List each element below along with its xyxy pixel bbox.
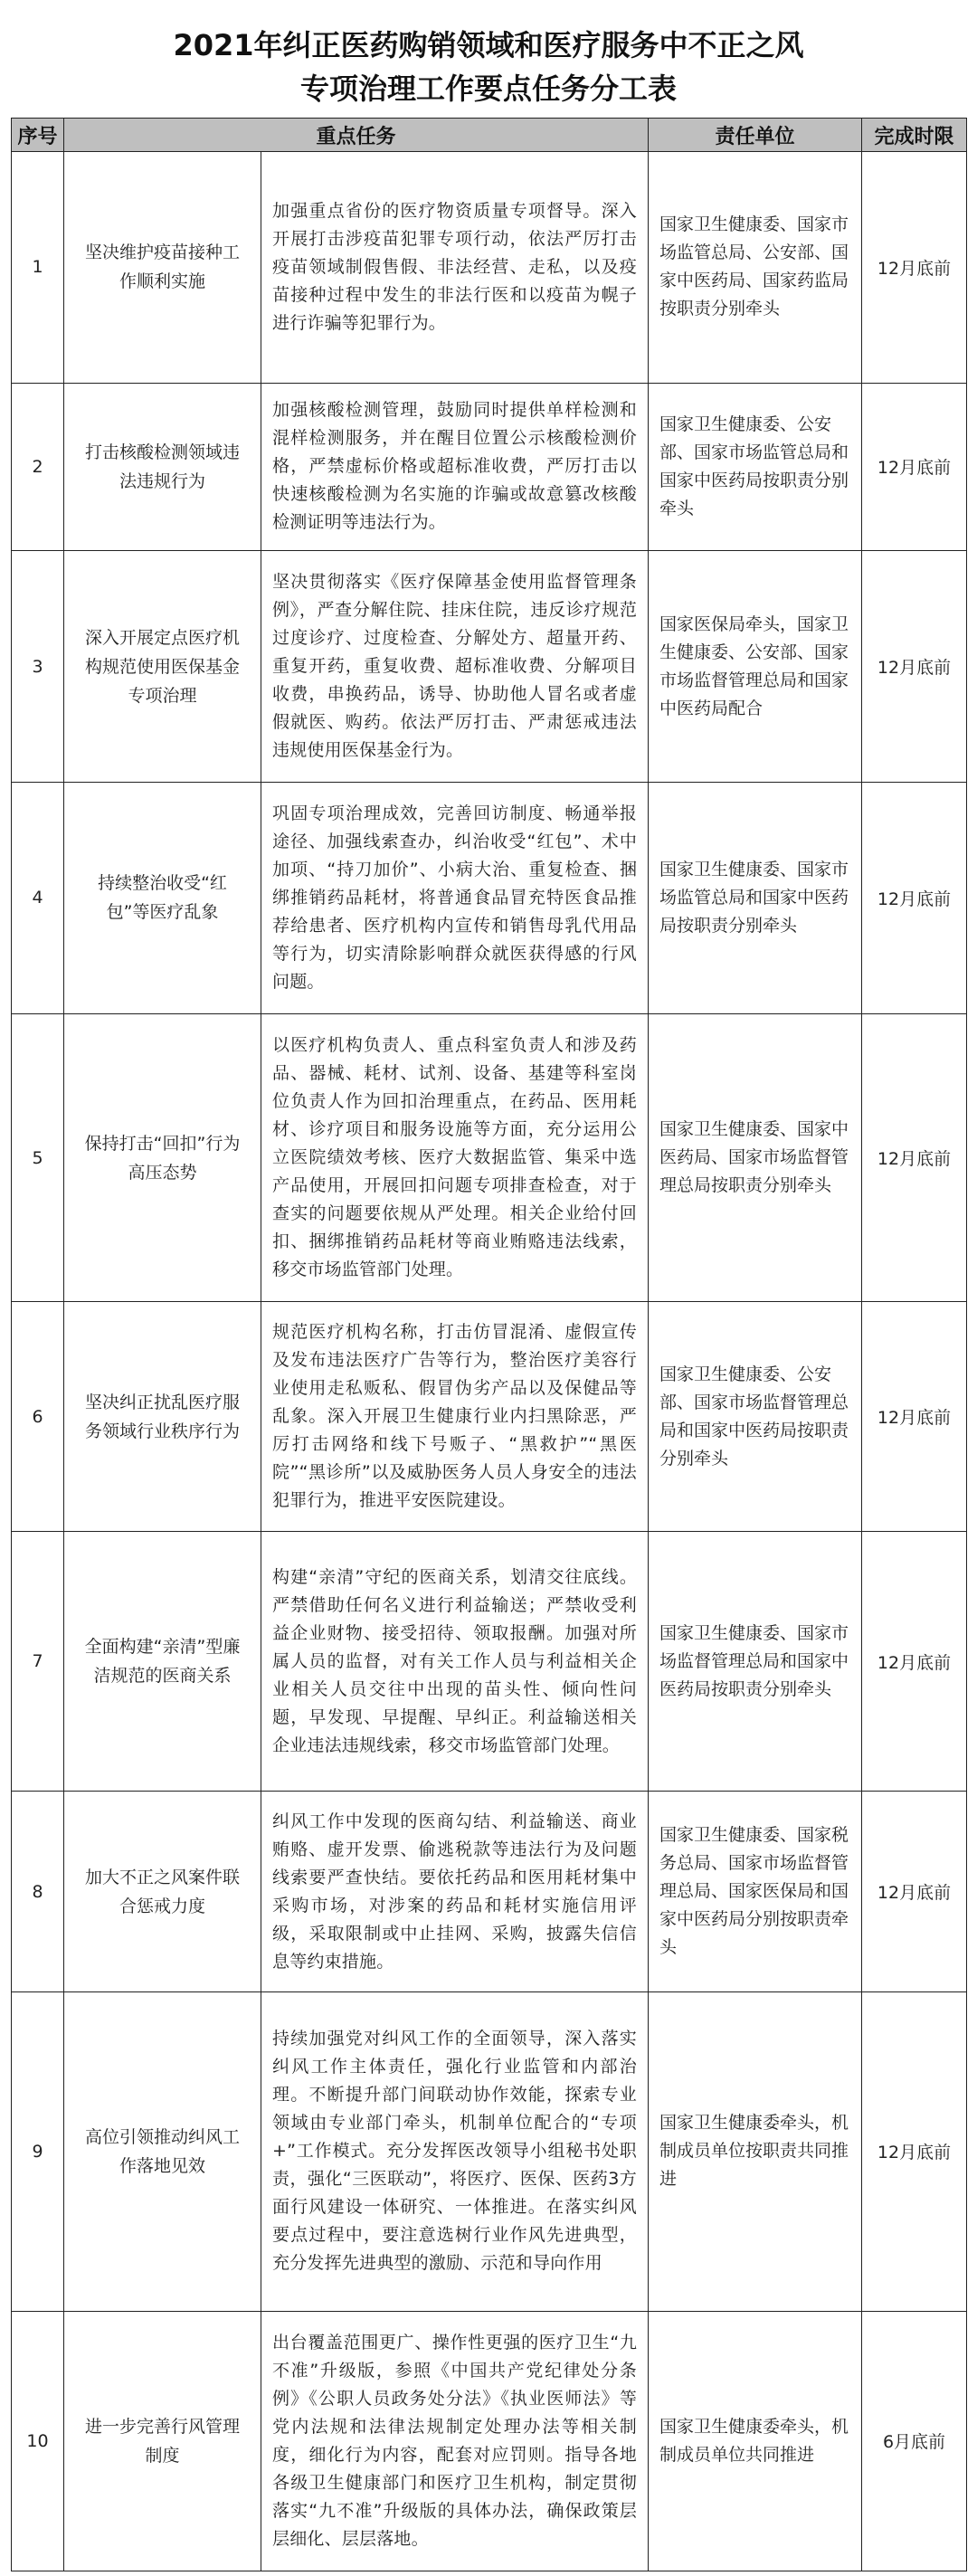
deadline: 12月底前 <box>862 1792 967 1992</box>
table-row <box>12 782 967 1013</box>
table-row <box>12 1302 967 1531</box>
responsible-unit: 国家卫生健康委牵头，机制成员单位共同推进 <box>649 2311 862 2571</box>
deadline: 12月底前 <box>862 1302 967 1531</box>
row-number: 10 <box>12 2311 64 2571</box>
task-description: 出台覆盖范围更广、操作性更强的医疗卫生“九不准”升级版，参照《中国共产党纪律处分条例》《公职人员政务处分法》《执业医师法》等党内法规和法律法规制定处理办法等相关制度，细化行为内容，配套对应罚则。指导各地各级卫生健康部门和医疗卫生机构，制定贯彻落实“九不准”升级版的具体办法，确保政策层层细化、层层落地。 <box>261 2311 649 2571</box>
title-line-2: 专项治理工作要点任务分工表 <box>299 71 677 106</box>
task-name: 加大不正之风案件联合惩戒力度 <box>64 1792 261 1992</box>
task-description: 持续加强党对纠风工作的全面领导，深入落实纠风工作主体责任，强化行业监管和内部治理。不断提升部门间联动协作效能，探索专业领域由专业部门牵头，机制单位配合的“专项+”工作模式。充分发挥医改领导小组秘书处职责，强化“三医联动”，将医疗、医保、医药3方面行风建设一体研究、一体推进。在落实纠风要点过程中，要注意选树行业作风先进典型，充分发挥先进典型的激励、示范和导向作用 <box>261 1991 649 2311</box>
responsible-unit: 国家卫生健康委、国家市场监管总局和国家中医药局按职责分别牵头 <box>649 782 862 1013</box>
row-number: 2 <box>12 383 64 551</box>
deadline: 12月底前 <box>862 782 967 1013</box>
task-description: 加强重点省份的医疗物资质量专项督导。深入开展打击涉疫苗犯罪专项行动，依法严厉打击疫苗领域制假售假、非法经营、走私，以及疫苗接种过程中发生的非法行医和以疫苗为幌子进行诈骗等犯罪行为。 <box>261 152 649 384</box>
table-header-row <box>12 119 967 152</box>
responsible-unit: 国家医保局牵头，国家卫生健康委、公安部、国家市场监督管理总局和国家中医药局配合 <box>649 551 862 783</box>
row-number: 9 <box>12 1991 64 2311</box>
task-name: 深入开展定点医疗机构规范使用医保基金专项治理 <box>64 551 261 783</box>
task-table <box>11 118 967 2571</box>
header-task: 重点任务 <box>64 119 649 152</box>
task-name: 坚决纠正扰乱医疗服务领域行业秩序行为 <box>64 1302 261 1531</box>
task-description: 巩固专项治理成效，完善回访制度、畅通举报途径、加强线索查办，纠治收受“红包”、术中加项、“持刀加价”、小病大治、重复检查、捆绑推销药品耗材，将普通食品冒充特医食品推荐给患者、医疗机构内宣传和销售母乳代用品等行为，切实清除影响群众就医获得感的行风问题。 <box>261 782 649 1013</box>
task-description: 以医疗机构负责人、重点科室负责人和涉及药品、器械、耗材、试剂、设备、基建等科室岗位负责人作为回扣治理重点，在药品、医用耗材、诊疗项目和服务设施等方面，充分运用公立医院绩效考核、医疗大数据监管、集采中选产品使用，开展回扣问题专项排查检查，对于查实的问题要依规从严处理。相关企业给付回扣、捆绑推销药品耗材等商业贿赂违法线索，移交市场监管部门处理。 <box>261 1013 649 1302</box>
row-number: 7 <box>12 1531 64 1791</box>
table-row <box>12 1531 967 1791</box>
responsible-unit: 国家卫生健康委、国家税务总局、国家市场监督管理总局、国家医保局和国家中医药局分别按职责牵头 <box>649 1792 862 1992</box>
task-name: 全面构建“亲清”型廉洁规范的医商关系 <box>64 1531 261 1791</box>
deadline: 12月底前 <box>862 1013 967 1302</box>
header-unit: 责任单位 <box>649 119 862 152</box>
responsible-unit: 国家卫生健康委、国家中医药局、国家市场监督管理总局按职责分别牵头 <box>649 1013 862 1302</box>
row-number: 8 <box>12 1792 64 1992</box>
row-number: 1 <box>12 152 64 384</box>
task-description: 构建“亲清”守纪的医商关系，划清交往底线。严禁借助任何名义进行利益输送；严禁收受利益企业财物、接受招待、领取报酬。加强对所属人员的监督，对有关工作人员与利益相关企业相关人员交往中出现的苗头性、倾向性问题，早发现、早提醒、早纠正。利益输送相关企业违法违规线索，移交市场监管部门处理。 <box>261 1531 649 1791</box>
table-row <box>12 383 967 551</box>
task-name: 高位引领推动纠风工作落地见效 <box>64 1991 261 2311</box>
responsible-unit: 国家卫生健康委、国家市场监督管理总局和国家中医药局按职责分别牵头 <box>649 1531 862 1791</box>
table-row <box>12 2311 967 2571</box>
table-row <box>12 551 967 783</box>
responsible-unit: 国家卫生健康委、公安部、国家市场监管总局和国家中医药局按职责分别牵头 <box>649 383 862 551</box>
task-name: 坚决维护疫苗接种工作顺利实施 <box>64 152 261 384</box>
table-row <box>12 152 967 384</box>
deadline: 12月底前 <box>862 1531 967 1791</box>
table-row <box>12 1991 967 2311</box>
deadline: 12月底前 <box>862 551 967 783</box>
task-name: 进一步完善行风管理制度 <box>64 2311 261 2571</box>
deadline: 12月底前 <box>862 152 967 384</box>
task-name: 打击核酸检测领域违法违规行为 <box>64 383 261 551</box>
task-description: 纠风工作中发现的医商勾结、利益输送、商业贿赂、虚开发票、偷逃税款等违法行为及问题线索要严查快结。要依托药品和医用耗材集中采购市场，对涉案的药品和耗材实施信用评级，采取限制或中止挂网、采购，披露失信信息等约束措施。 <box>261 1792 649 1992</box>
task-name: 持续整治收受“红包”等医疗乱象 <box>64 782 261 1013</box>
row-number: 3 <box>12 551 64 783</box>
responsible-unit: 国家卫生健康委、公安部、国家市场监督管理总局和国家中医药局按职责分别牵头 <box>649 1302 862 1531</box>
task-description: 规范医疗机构名称，打击仿冒混淆、虚假宣传及发布违法医疗广告等行为，整治医疗美容行业使用走私贩私、假冒伪劣产品以及保健品等乱象。深入开展卫生健康行业内扫黑除恶，严厉打击网络和线下号贩子、“黑救护”“黑医院”“黑诊所”以及威胁医务人员人身安全的违法犯罪行为，推进平安医院建设。 <box>261 1302 649 1531</box>
table-row <box>12 1792 967 1992</box>
table-row <box>12 1013 967 1302</box>
responsible-unit: 国家卫生健康委、国家市场监管总局、公安部、国家中医药局、国家药监局按职责分别牵头 <box>649 152 862 384</box>
row-number: 6 <box>12 1302 64 1531</box>
row-number: 4 <box>12 782 64 1013</box>
task-name: 保持打击“回扣”行为高压态势 <box>64 1013 261 1302</box>
header-deadline: 完成时限 <box>862 119 967 152</box>
deadline: 12月底前 <box>862 383 967 551</box>
header-no: 序号 <box>12 119 64 152</box>
title-line-1: 2021年纠正医药购销领域和医疗服务中不正之风 <box>173 28 804 62</box>
task-description: 加强核酸检测管理，鼓励同时提供单样检测和混样检测服务，并在醒目位置公示核酸检测价格，严禁虚标价格或超标准收费，严厉打击以快速核酸检测为名实施的诈骗或故意篡改核酸检测证明等违法行为。 <box>261 383 649 551</box>
task-description: 坚决贯彻落实《医疗保障基金使用监督管理条例》，严查分解住院、挂床住院，违反诊疗规范过度诊疗、过度检查、分解处方、超量开药、重复开药，重复收费、超标准收费、分解项目收费，串换药品，诱导、协助他人冒名或者虚假就医、购药。依法严厉打击、严肃惩戒违法违规使用医保基金行为。 <box>261 551 649 783</box>
deadline: 12月底前 <box>862 1991 967 2311</box>
row-number: 5 <box>12 1013 64 1302</box>
responsible-unit: 国家卫生健康委牵头，机制成员单位按职责共同推进 <box>649 1991 862 2311</box>
deadline: 6月底前 <box>862 2311 967 2571</box>
